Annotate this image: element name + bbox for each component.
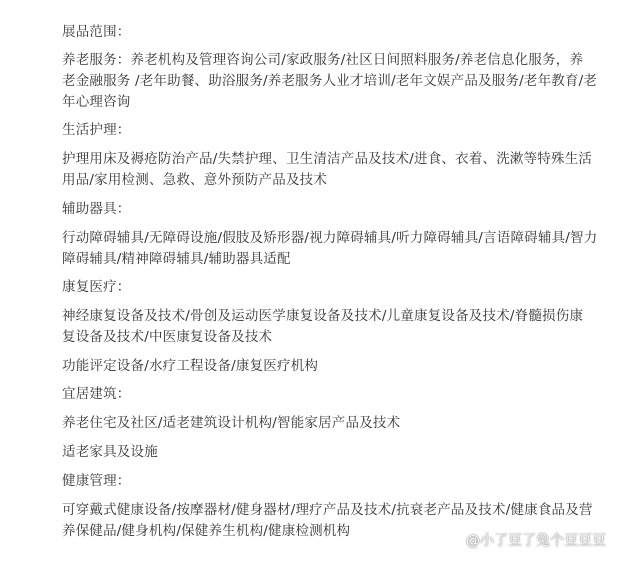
section-heading: 健康管理： xyxy=(62,473,131,489)
paragraph-line: 用品/家用检测、急救、意外预防产品及技术 xyxy=(62,172,328,188)
paragraph-line: 年心理咨询 xyxy=(62,94,131,110)
section-heading: 辅助器具： xyxy=(62,201,131,217)
paragraph-line: 神经康复设备及技术/骨创及运动医学康复设备及技术/儿童康复设备及技术/脊髓损伤康 xyxy=(62,308,584,324)
section-heading: 生活护理： xyxy=(62,122,131,138)
section-heading: 宜居建筑： xyxy=(62,386,131,402)
paragraph-line: 功能评定设备/水疗工程设备/康复医疗机构 xyxy=(62,358,319,374)
section-heading: 展品范围： xyxy=(62,24,131,40)
paragraph-line: 养老服务：养老机构及管理咨询公司/家政服务/社区日间照料服务/养老信息化服务，养 xyxy=(62,52,584,68)
paragraph-line: 老金融服务 /老年助餐、助浴服务/养老服务人业才培训/老年文娱产品及服务/老年教育/老 xyxy=(62,73,598,89)
paragraph-line: 可穿戴式健康设备/按摩器材/健身器材/理疗产品及技术/抗衰老产品及技术/健康食品及营 xyxy=(62,502,593,518)
paragraph-line: 障碍辅具/精神障碍辅具/辅助器具适配 xyxy=(62,251,291,267)
paragraph-line: 适老家具及设施 xyxy=(62,444,158,460)
section-heading: 康复医疗： xyxy=(62,279,131,295)
watermark-text: @小了豆了兔个豆豆豆 xyxy=(466,533,606,549)
paragraph-line: 复设备及技术/中医康复设备及技术 xyxy=(62,329,273,345)
paragraph-line: 养保健品/健身机构/保健养生机构/健康检测机构 xyxy=(62,523,351,539)
paragraph-line: 护理用床及褥疮防治产品/失禁护理、卫生清洁产品及技术/进食、衣着、洗漱等特殊生活 xyxy=(62,151,593,167)
paragraph-line: 养老住宅及社区/适老建筑设计机构/智能家居产品及技术 xyxy=(62,415,401,431)
paragraph-line: 行动障碍辅具/无障碍设施/假肢及矫形器/视力障碍辅具/听力障碍辅具/言语障碍辅具/智力 xyxy=(62,230,598,246)
